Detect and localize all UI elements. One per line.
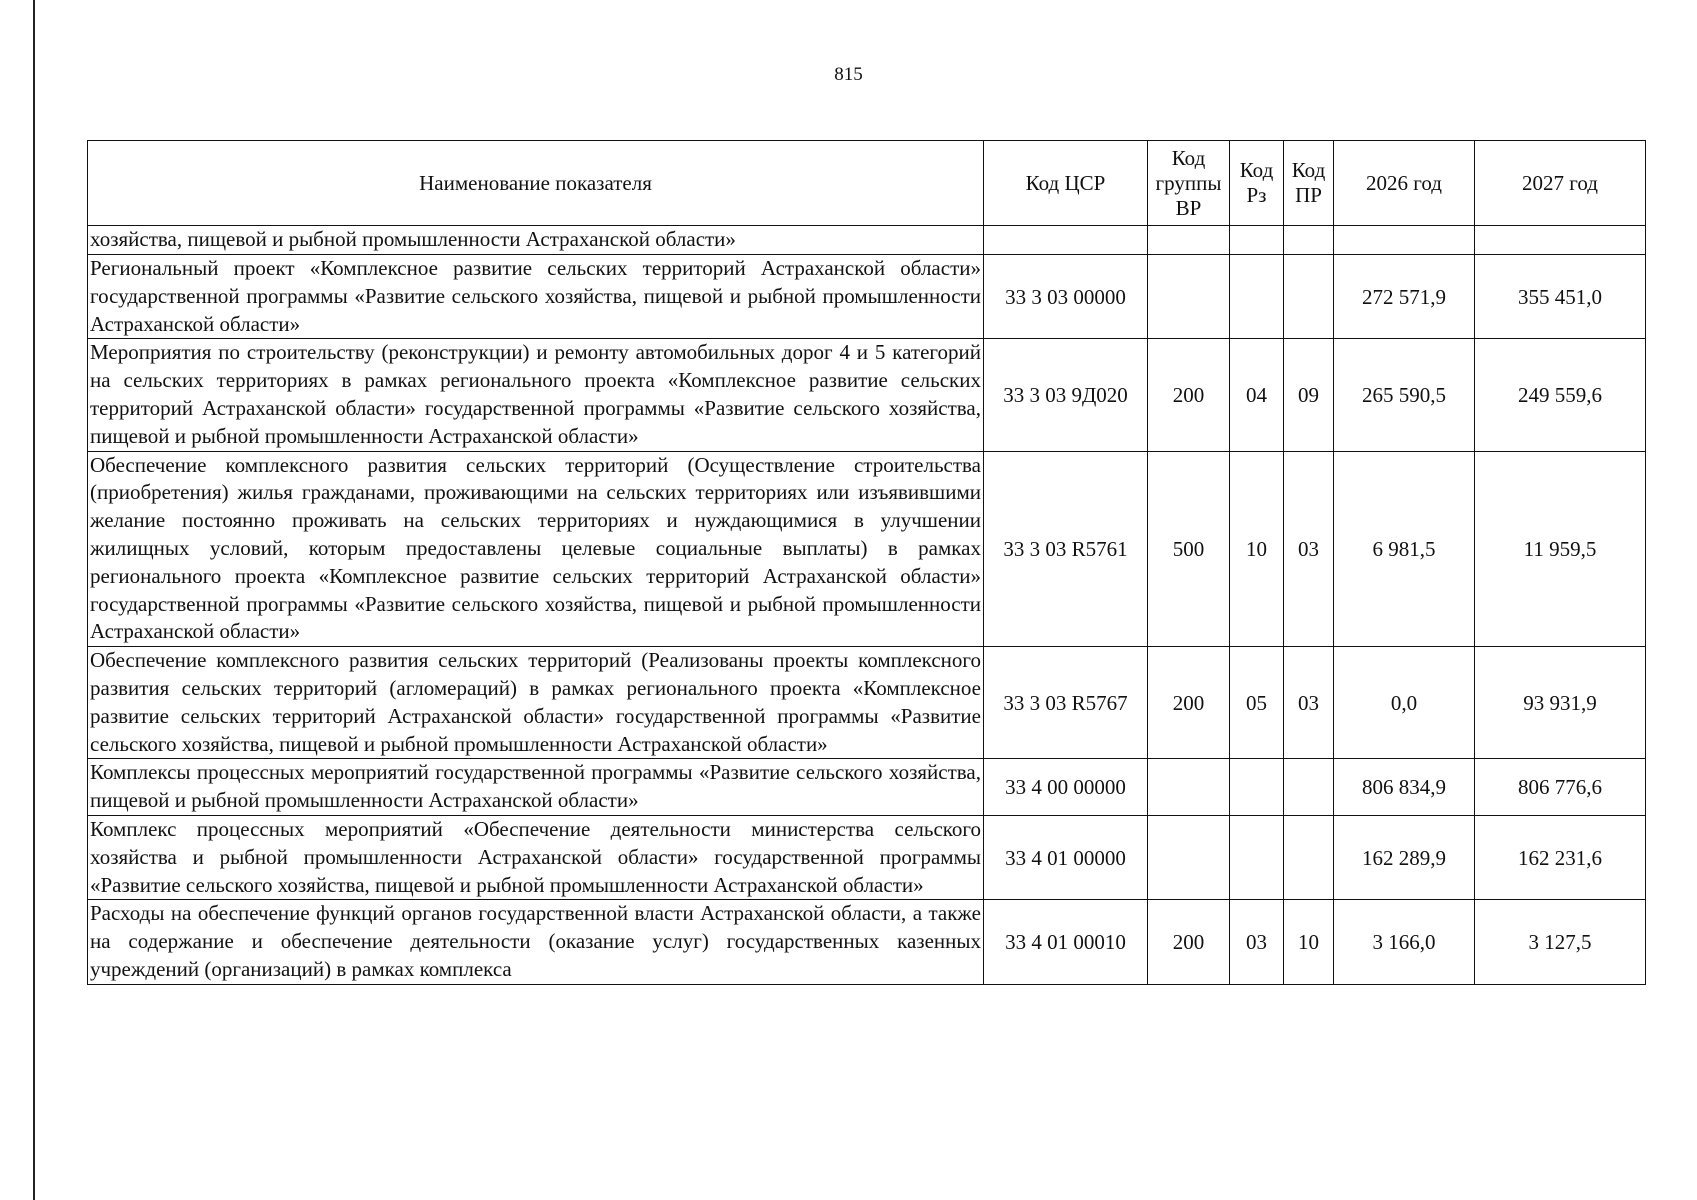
page-number: 815 (834, 64, 863, 85)
row-value-2026: 265 590,5 (1334, 339, 1475, 451)
row-rz-code (1230, 255, 1284, 339)
row-name: Комплекс процессных мероприятий «Обеспечение деятельности министерства сельского хозяйства и рыбной промышленности Астраханской области» государственной программы «Развитие сельского хозяйства, пищевой и рыбной промышленности Астраханской области» (88, 815, 984, 899)
table-header-row (88, 141, 1646, 226)
row-value-2027: 249 559,6 (1475, 339, 1646, 451)
row-csr-code: 33 3 03 R5767 (984, 647, 1148, 759)
binding-margin-line (33, 0, 35, 1200)
row-name: Расходы на обеспечение функций органов государственной власти Астраханской области, а также на содержание и обеспечение деятельности (оказание услуг) государственных казенных учреждений (организаций) в рамках комплекса (88, 900, 984, 984)
row-vr-code (1148, 226, 1230, 255)
table-row (88, 815, 1646, 899)
row-value-2026: 3 166,0 (1334, 900, 1475, 984)
row-value-2027: 162 231,6 (1475, 815, 1646, 899)
row-pr-code (1284, 815, 1334, 899)
table-row (88, 900, 1646, 984)
row-pr-code: 03 (1284, 451, 1334, 647)
header-name: Наименование показателя (88, 141, 984, 226)
row-vr-code (1148, 255, 1230, 339)
row-value-2026 (1334, 226, 1475, 255)
header-year-2027: 2027 год (1475, 141, 1646, 226)
table-row (88, 451, 1646, 647)
row-value-2026: 6 981,5 (1334, 451, 1475, 647)
row-value-2027: 93 931,9 (1475, 647, 1646, 759)
row-vr-code (1148, 759, 1230, 816)
row-value-2026: 162 289,9 (1334, 815, 1475, 899)
budget-table (87, 140, 1646, 985)
table-row (88, 339, 1646, 451)
row-csr-code: 33 3 03 9Д020 (984, 339, 1148, 451)
table-row (88, 226, 1646, 255)
row-rz-code: 10 (1230, 451, 1284, 647)
row-name: хозяйства, пищевой и рыбной промышленности Астраханской области» (88, 226, 984, 255)
table-row (88, 255, 1646, 339)
row-pr-code (1284, 255, 1334, 339)
row-rz-code: 04 (1230, 339, 1284, 451)
header-year-2026: 2026 год (1334, 141, 1475, 226)
header-rz-code: Код Рз (1230, 141, 1284, 226)
row-rz-code: 03 (1230, 900, 1284, 984)
row-rz-code (1230, 226, 1284, 255)
row-rz-code (1230, 815, 1284, 899)
header-pr-code: Код ПР (1284, 141, 1334, 226)
row-vr-code: 200 (1148, 647, 1230, 759)
row-name: Мероприятия по строительству (реконструкции) и ремонту автомобильных дорог 4 и 5 категорий на сельских территориях в рамках регионального проекта «Комплексное развитие сельских территорий Астраханской области» государственной программы «Развитие сельского хозяйства, пищевой и рыбной промышленности Астраханской области» (88, 339, 984, 451)
row-value-2027: 806 776,6 (1475, 759, 1646, 816)
row-name: Обеспечение комплексного развития сельских территорий (Реализованы проекты комплексного развития сельских территорий (агломераций) в рамках регионального проекта «Комплексное развитие сельских территорий Астраханской области» государственной программы «Развитие сельского хозяйства, пищевой и рыбной промышленности Астраханской области» (88, 647, 984, 759)
row-csr-code: 33 4 01 00010 (984, 900, 1148, 984)
row-value-2026: 0,0 (1334, 647, 1475, 759)
row-vr-code: 200 (1148, 900, 1230, 984)
row-pr-code: 03 (1284, 647, 1334, 759)
row-value-2026: 272 571,9 (1334, 255, 1475, 339)
row-name: Обеспечение комплексного развития сельских территорий (Осуществление строительства (приобретения) жилья гражданами, проживающими на сельских территориях или изъявившими желание постоянно проживать на сельских территориях и нуждающимися в улучшении жилищных условий, которым предоставлены целевые социальные выплаты) в рамках регионального проекта «Комплексное развитие сельских территорий Астраханской области» государственной программы «Развитие сельского хозяйства, пищевой и рыбной промышленности Астраханской области» (88, 451, 984, 647)
row-vr-code: 200 (1148, 339, 1230, 451)
row-csr-code (984, 226, 1148, 255)
table-row (88, 759, 1646, 816)
row-value-2027 (1475, 226, 1646, 255)
row-pr-code (1284, 226, 1334, 255)
row-csr-code: 33 3 03 00000 (984, 255, 1148, 339)
row-csr-code: 33 4 01 00000 (984, 815, 1148, 899)
row-value-2027: 355 451,0 (1475, 255, 1646, 339)
row-csr-code: 33 3 03 R5761 (984, 451, 1148, 647)
table-row (88, 647, 1646, 759)
row-vr-code: 500 (1148, 451, 1230, 647)
row-pr-code (1284, 759, 1334, 816)
row-value-2026: 806 834,9 (1334, 759, 1475, 816)
row-vr-code (1148, 815, 1230, 899)
row-csr-code: 33 4 00 00000 (984, 759, 1148, 816)
row-value-2027: 3 127,5 (1475, 900, 1646, 984)
header-vr-code: Код группы ВР (1148, 141, 1230, 226)
row-rz-code: 05 (1230, 647, 1284, 759)
row-pr-code: 10 (1284, 900, 1334, 984)
row-name: Региональный проект «Комплексное развитие сельских территорий Астраханской области» государственной программы «Развитие сельского хозяйства, пищевой и рыбной промышленности Астраханской области» (88, 255, 984, 339)
row-value-2027: 11 959,5 (1475, 451, 1646, 647)
row-name: Комплексы процессных мероприятий государственной программы «Развитие сельского хозяйства, пищевой и рыбной промышленности Астраханской области» (88, 759, 984, 816)
row-pr-code: 09 (1284, 339, 1334, 451)
budget-table-container (87, 140, 1645, 985)
header-csr-code: Код ЦСР (984, 141, 1148, 226)
row-rz-code (1230, 759, 1284, 816)
